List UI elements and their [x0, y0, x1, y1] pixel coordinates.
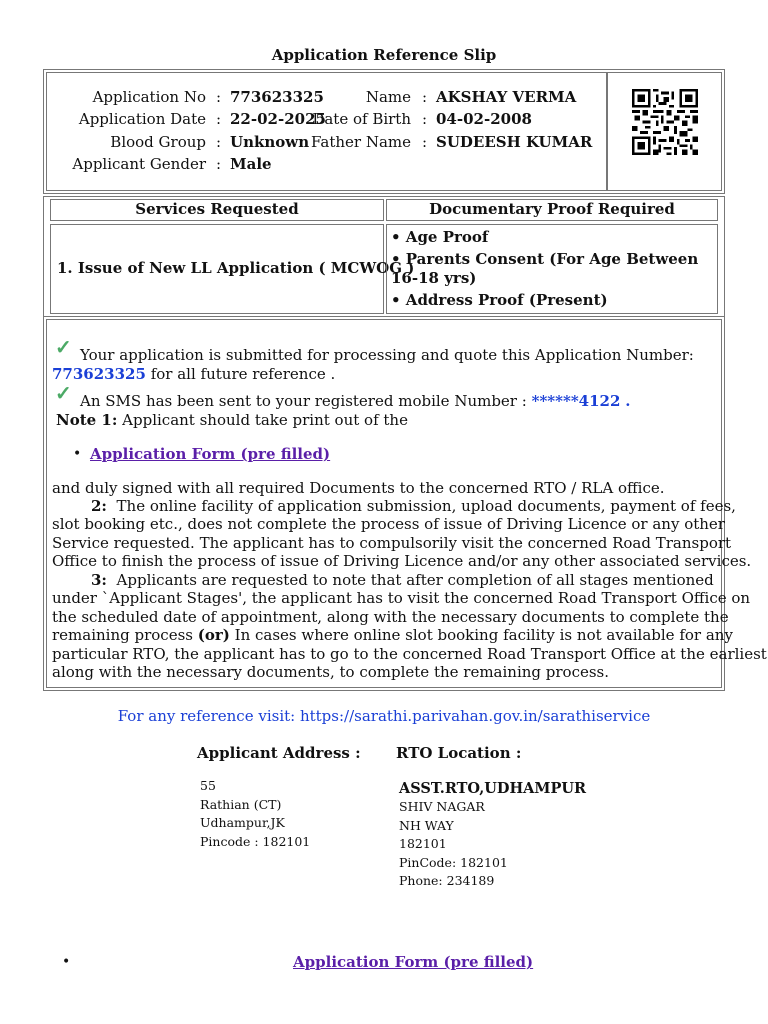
- footer-application-form-link[interactable]: Application Form (pre filled): [293, 953, 534, 971]
- rto-location-header: RTO Location :: [396, 744, 522, 762]
- sms-text: An SMS has been sent to your registered mobile Number :: [80, 392, 527, 410]
- service-cell: [50, 224, 415, 314]
- application-no-label: Application No: [92, 88, 206, 106]
- rto-line: 182101: [399, 836, 447, 851]
- sms-dot: .: [625, 392, 631, 410]
- bullet-icon: •: [73, 446, 82, 462]
- dob-label: Date of Birth: [312, 110, 411, 128]
- application-number-highlight: 773623325: [52, 365, 146, 383]
- proof-item: • Address Proof (Present): [391, 291, 608, 309]
- rto-line: SHIV NAGAR: [399, 799, 485, 814]
- colon: :: [216, 155, 222, 173]
- services-table: [43, 196, 725, 317]
- address-line: Rathian (CT): [200, 796, 282, 812]
- father-value: SUDEESH KUMAR: [436, 133, 593, 151]
- documentary-proof-header: Documentary Proof Required: [386, 199, 718, 221]
- services-requested-header: Services Requested: [50, 199, 384, 221]
- blood-group-value: Unknown: [230, 133, 310, 151]
- father-label: Father Name: [310, 133, 411, 151]
- address-line: Pincode : 182101: [200, 833, 311, 849]
- note1-text: Applicant should take print out of the: [122, 411, 408, 429]
- proof-item: • Parents Consent (For Age Between 16-18 yrs): [391, 250, 699, 287]
- note1-label: Note 1:: [56, 411, 118, 429]
- colon: :: [422, 88, 428, 106]
- page-title: Application Reference Slip: [271, 46, 497, 64]
- colon: :: [422, 110, 428, 128]
- note3-label: 3:: [91, 571, 107, 589]
- rto-line: Phone: 234189: [399, 873, 495, 888]
- signed-text: and duly signed with all required Documents to the concerned RTO / RLA office.: [52, 479, 665, 497]
- note2-first-line: [91, 497, 736, 516]
- note3-line: along with the necessary documents, to complete the remaining process.: [52, 663, 610, 681]
- gender-value: Male: [230, 155, 272, 173]
- blood-group-label: Blood Group: [110, 133, 206, 151]
- proof-item: • Age Proof: [391, 228, 489, 246]
- note3-or-post: In cases where online slot booking facility is not available for any: [234, 626, 733, 644]
- note2-label: 2:: [91, 497, 107, 515]
- note3-line: Applicants are requested to note that after completion of all stages mentioned: [116, 571, 714, 589]
- note2-line: Service requested. The applicant has to compulsorily visit the concerned Road Transport: [52, 534, 732, 552]
- submitted-number-line: [52, 365, 335, 384]
- note3-or-pre: remaining process: [52, 626, 193, 644]
- address-line: 55: [200, 778, 216, 793]
- colon: :: [216, 133, 222, 151]
- application-form-link[interactable]: Application Form (pre filled): [90, 445, 331, 463]
- check-icon: ✓: [55, 381, 72, 405]
- note3-line: under `Applicant Stages', the applicant has to visit the concerned Road Transport Office on: [52, 589, 751, 607]
- applicant-address: [200, 777, 310, 851]
- application-date-label: Application Date: [78, 110, 206, 128]
- dob-value: 04-02-2008: [436, 110, 532, 128]
- address-line: Udhampur,JK: [200, 815, 285, 830]
- note3-or: (or): [197, 626, 230, 644]
- sms-number: ******4122: [531, 392, 621, 410]
- note2-line: slot booking etc., does not complete the process of issue of Driving Licence or any other: [52, 515, 725, 533]
- note1-line: [56, 411, 408, 430]
- colon: :: [216, 110, 222, 128]
- rto-name: ASST.RTO,UDHAMPUR: [399, 780, 587, 797]
- application-no-value: 773623325: [230, 88, 324, 106]
- submitted-suffix: for all future reference .: [150, 365, 336, 383]
- rto-line: NH WAY: [399, 817, 454, 833]
- colon: :: [216, 88, 222, 106]
- qr-code-icon: [632, 88, 698, 156]
- applicant-address-header: Applicant Address :: [197, 744, 361, 762]
- application-date-value: 22-02-2025: [230, 110, 326, 128]
- sms-line: [80, 392, 630, 411]
- note2-line: Office to finish the process of issue of Driving Licence and/or any other associated services.: [52, 552, 752, 570]
- check-icon: ✓: [55, 335, 72, 359]
- submitted-text: Your application is submitted for processing and quote this Application Number:: [80, 346, 694, 364]
- proof-cell: [386, 224, 718, 314]
- note3-first-line: [91, 571, 714, 590]
- colon: :: [422, 133, 428, 151]
- service-item: 1. Issue of New LL Application ( MCWOG ): [57, 259, 415, 277]
- note3-line: particular RTO, the applicant has to go to the concerned Road Transport Office at the earliest: [52, 645, 767, 663]
- note3-or-line: [52, 626, 733, 645]
- rto-line: PinCode: 182101: [399, 854, 508, 870]
- rto-address: [399, 780, 586, 891]
- gender-label: Applicant Gender: [72, 155, 206, 173]
- reference-link[interactable]: For any reference visit: https://sarathi.parivahan.gov.in/sarathiservice: [117, 707, 651, 725]
- note2-line: The online facility of application submission, upload documents, payment of fees,: [116, 497, 736, 515]
- bullet-icon: •: [62, 954, 71, 970]
- name-label: Name: [365, 88, 411, 106]
- note3-line: the scheduled date of appointment, along with the necessary documents to complete the: [52, 608, 729, 626]
- name-value: AKSHAY VERMA: [436, 88, 577, 106]
